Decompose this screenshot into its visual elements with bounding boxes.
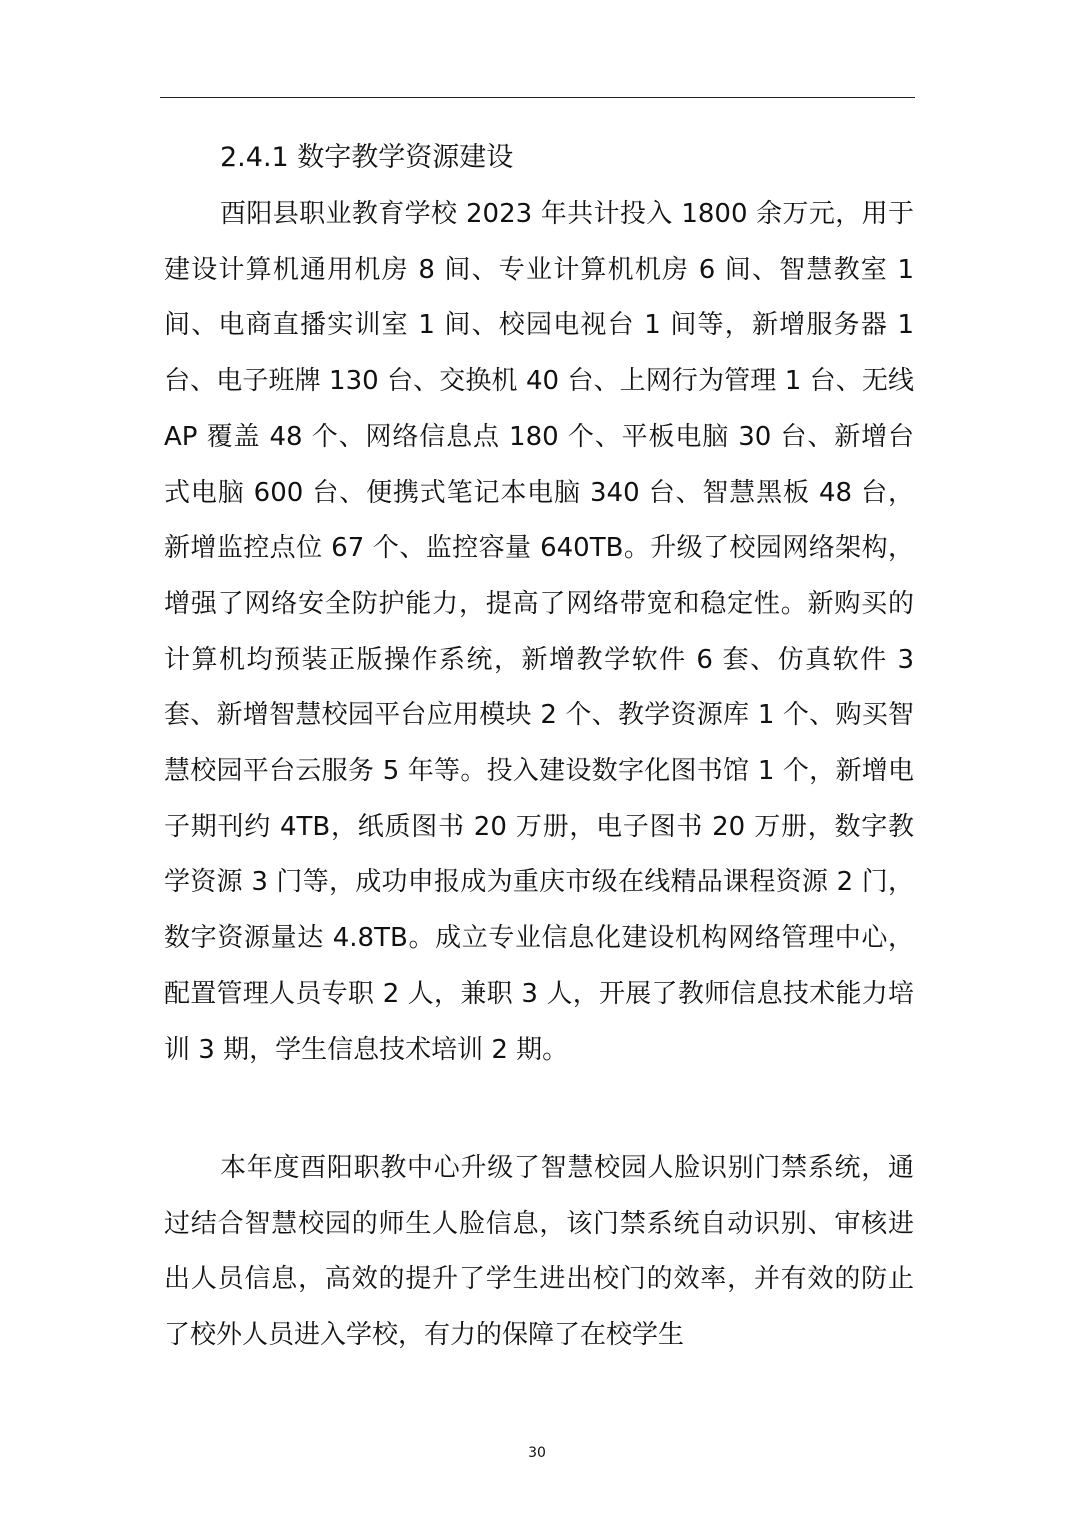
- header-rule: [160, 97, 915, 98]
- page-number: 30: [528, 1445, 546, 1461]
- body-paragraph: 本年度酉阳职教中心升级了智慧校园人脸识别门禁系统，通过结合智慧校园的师生人脸信息，该门禁系统自动识别、审核进出人员信息，高效的提升了学生进出校门的效率，并有效的防止了校外人员进入学校，有力的保障了在校学生: [164, 1153, 914, 1351]
- section-heading: 2.4.1 数字教学资源建设: [220, 142, 514, 173]
- body-paragraph: 酉阳县职业教育学校 2023 年共计投入 1800 余万元，用于建设计算机通用机房 8 间、专业计算机机房 6 间、智慧教室 1 间、电商直播实训室 1 间、校园电视台 1 间等，新增服务器 1 台、电子班牌 130 台、交换机 40 台、上网行为管理 1 台、无线 AP 覆盖 48 个、网络信息点 180 个、平板电脑 30 台、新增台式电脑 600 台、便携式笔记本电脑 340 台、智慧黑板 48 台，新增监控点位 67 个、监控容量 640TB。升级了校园网络架构，增强了网络安全防护能力，提高了网络带宽和稳定性。新购买的计算机均预装正版操作系统，新增教学软件 6 套、仿真软件 3 套、新增智慧校园平台应用模块 2 个、教学资源库 1 个、购买智慧校园平台云服务 5 年等。投入建设数字化图书馆 1 个，新增电子期刊约 4TB，纸质图书 20 万册，电子图书 20 万册，数字教学资源 3 门等，成功申报成为重庆市级在线精品课程资源 2 门，数字资源量达 4.8TB。成立专业信息化建设机构网络管理中心，配置管理人员专职 2 人，兼职 3 人，开展了教师信息技术能力培训 3 期，学生信息技术培训 2 期。: [164, 199, 914, 1065]
